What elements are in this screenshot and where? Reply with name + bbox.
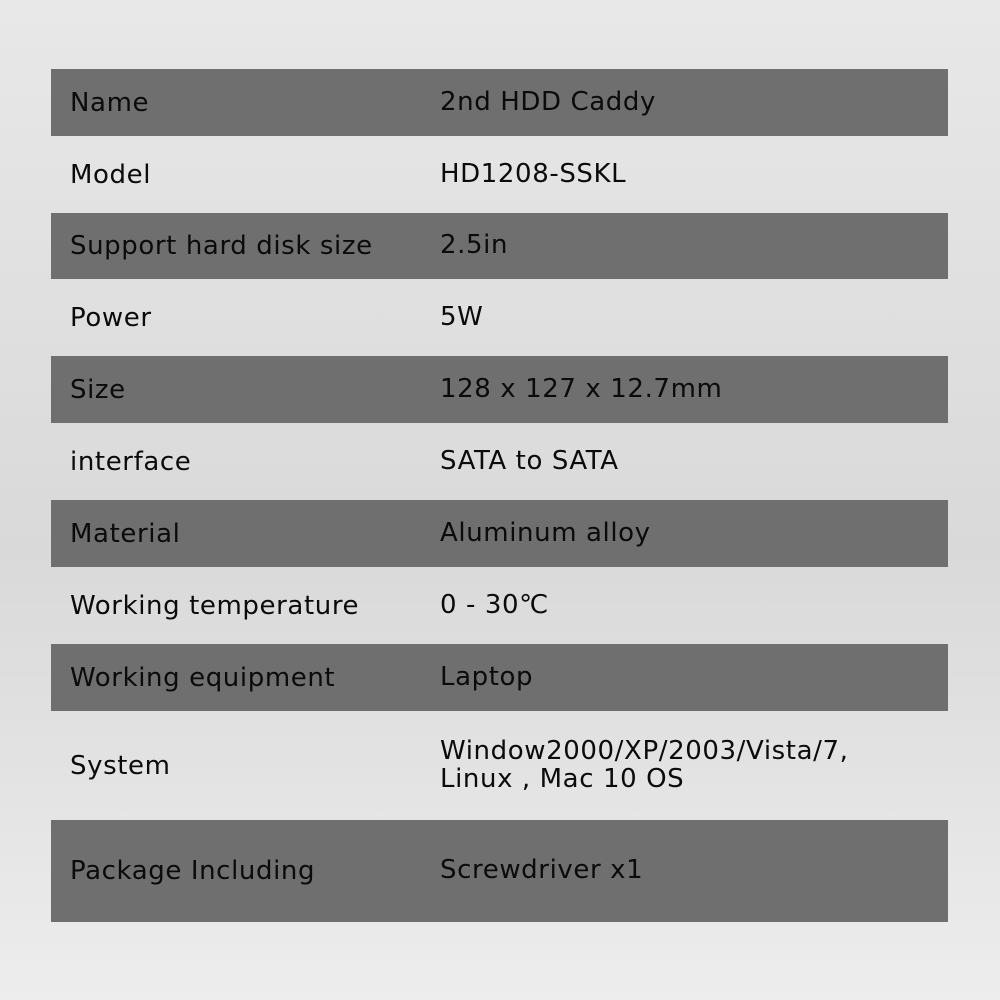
spec-row-name — [51, 69, 948, 136]
spec-label: Support hard disk size — [70, 231, 373, 261]
spec-value — [421, 738, 948, 793]
spec-label: Working equipment — [70, 662, 336, 693]
spec-row-material — [51, 500, 948, 567]
spec-row-interface — [51, 423, 948, 500]
spec-value-line: Linux , Mac 10 OS — [440, 763, 685, 794]
spec-label: Working temperature — [70, 590, 360, 621]
spec-value: 2nd HDD Caddy — [440, 86, 656, 117]
spec-row-package-including — [51, 820, 948, 922]
spec-row-model — [51, 136, 948, 213]
spec-value: 128 x 127 x 12.7mm — [440, 373, 723, 404]
spec-label: Material — [70, 518, 181, 549]
spec-row-working-equipment — [51, 644, 948, 711]
spec-value: SATA to SATA — [440, 445, 619, 476]
spec-value: 0 - 30℃ — [440, 589, 549, 620]
spec-value-line: Window2000/XP/2003/Vista/7, — [440, 736, 849, 767]
spec-label: Model — [70, 159, 152, 190]
spec-row-disk-size — [51, 213, 948, 279]
spec-value: 5W — [440, 301, 484, 332]
spec-label: Name — [70, 87, 150, 118]
spec-table — [51, 69, 948, 922]
spec-row-size — [51, 356, 948, 423]
spec-row-power — [51, 279, 948, 356]
spec-value: 2.5in — [440, 230, 509, 261]
spec-value: Laptop — [440, 661, 534, 692]
spec-label: interface — [70, 446, 192, 477]
spec-value: Aluminum alloy — [440, 517, 651, 548]
spec-value: Screwdriver x1 — [440, 855, 644, 886]
spec-row-working-temperature — [51, 567, 948, 644]
spec-label: Package Including — [70, 856, 316, 886]
spec-label: Power — [70, 302, 152, 333]
spec-value: HD1208-SSKL — [440, 158, 627, 189]
spec-label: System — [70, 750, 171, 781]
spec-row-system — [51, 711, 948, 820]
spec-label: Size — [70, 374, 126, 405]
